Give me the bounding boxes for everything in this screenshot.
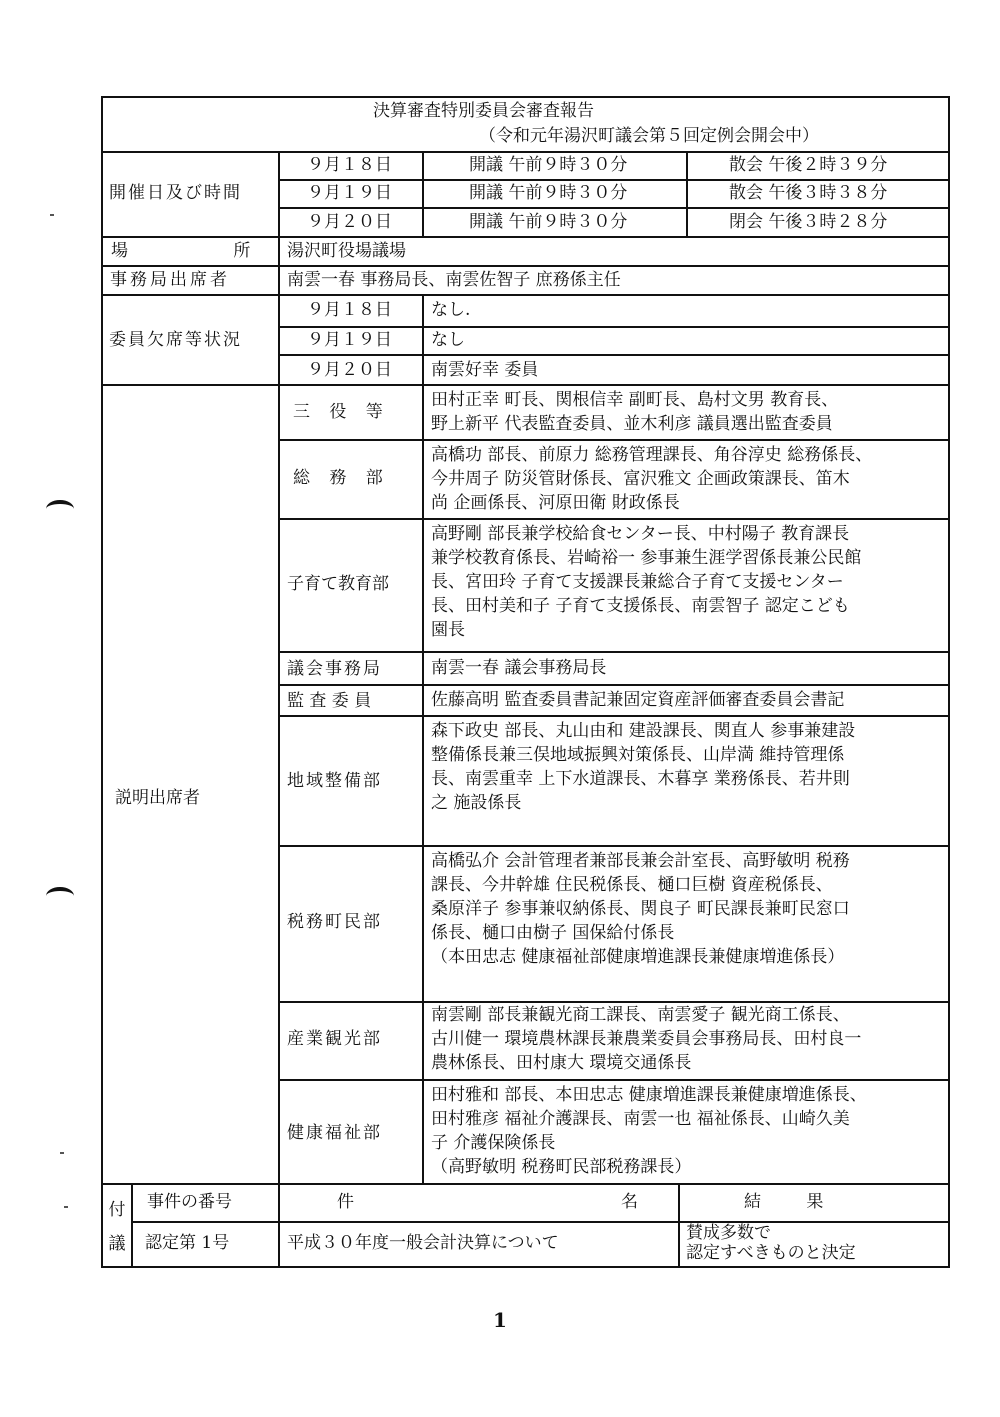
schedule-open: 開議 午前９時３０分 (469, 212, 628, 232)
group-name: 議会事務局 (287, 659, 382, 679)
group-members: 高野剛 部長兼学校給食センター長、中村陽子 教育課長 兼学校教育係長、岩崎裕一 参事兼生涯学習係長兼公民館 長、宮田玲 子育て支援課長兼総合子育て支援センター 長、田村美和子 子育て支援係長、南雲智子 認定こども 園長 (431, 524, 862, 640)
group-name: 地域整備部 (287, 771, 382, 791)
page-number: 1 (493, 1308, 507, 1332)
schedule-date: ９月１８日 (307, 155, 392, 175)
group-members: 高橋功 部長、前原力 総務管理課長、角谷淳史 総務係長、 今井周子 防災管財係長、富沢雅文 企画政策課長、笛木 尚 企画係長、河原田衛 財政係長 (431, 445, 873, 513)
header-subject-right: 名 (621, 1192, 638, 1212)
group-name: 総 務 部 (293, 468, 383, 488)
group-members: 南雲一春 議会事務局長 (431, 658, 607, 678)
explainers-label: 説明出席者 (115, 788, 200, 808)
absence-date: ９月１９日 (307, 330, 392, 350)
binder-mark (46, 500, 74, 518)
schedule-close: 閉会 午後３時２８分 (729, 212, 888, 232)
group-name: 監 査 委 員 (287, 691, 372, 711)
schedule-close: 散会 午後３時３８分 (729, 183, 888, 203)
scan-speck (60, 1152, 64, 1154)
resolution-label: 付議 (108, 1200, 126, 1254)
group-members: 田村正幸 町長、関根信幸 副町長、島村文男 教育長、 野上新平 代表監査委員、並木利彦 議員選出監査委員 (431, 390, 839, 434)
group-name: 産業観光部 (287, 1029, 382, 1049)
schedule-label: 開催日及び時間 (109, 183, 242, 203)
schedule-date: ９月１９日 (307, 183, 392, 203)
case-subject: 平成３０年度一般会計決算について (287, 1233, 559, 1253)
case-result: 賛成多数で 認定すべきものと決定 (686, 1223, 856, 1263)
case-number: 認定第 1号 (145, 1233, 230, 1253)
header-result: 結 果 (744, 1192, 824, 1212)
binder-mark (46, 887, 74, 905)
schedule-open: 開議 午前９時３０分 (469, 155, 628, 175)
absence-value: なし. (431, 300, 471, 320)
group-name: 子育て教育部 (287, 574, 389, 594)
schedule-date: ９月２０日 (307, 212, 392, 232)
report-subtitle: （令和元年湯沢町議会第５回定例会開会中） (479, 126, 819, 146)
group-members: 田村雅和 部長、本田忠志 健康増進課長兼健康増進係長、 田村雅彦 福祉介護課長、南雲一也 福祉係長、山崎久美 子 介護保険係長 （高野敏明 税務町民部税務課長） (431, 1085, 867, 1177)
header-number: 事件の番号 (147, 1192, 232, 1212)
report-table (101, 96, 950, 1268)
scan-speck (64, 1206, 68, 1208)
group-name: 三 役 等 (293, 402, 383, 422)
absence-value: 南雲好幸 委員 (431, 360, 539, 380)
report-title: 決算審査特別委員会審査報告 (373, 101, 594, 121)
scan-speck (50, 214, 54, 216)
header-subject-left: 件 (337, 1192, 354, 1212)
schedule-close: 散会 午後２時３９分 (729, 155, 888, 175)
schedule-open: 開議 午前９時３０分 (469, 183, 628, 203)
absence-date: ９月１８日 (307, 300, 392, 320)
absence-date: ９月２０日 (307, 360, 392, 380)
group-members: 南雲剛 部長兼観光商工課長、南雲愛子 観光商工係長、 古川健一 環境農林課長兼農業委員会事務局長、田村良一 農林係長、田村康大 環境交通係長 (431, 1005, 862, 1073)
secretariat-label: 事務局出席者 (110, 270, 230, 290)
group-members: 佐藤高明 監査委員書記兼固定資産評価審査委員会書記 (431, 690, 845, 710)
venue-value: 湯沢町役場議場 (287, 241, 406, 261)
absence-value: なし (431, 330, 465, 350)
group-name: 税務町民部 (287, 912, 382, 932)
group-members: 高橋弘介 会計管理者兼部長兼会計室長、高野敏明 税務 課長、今井幹雄 住民税係長、樋口巨樹 資産税係長、 桑原洋子 参事兼収納係長、関良子 町民課長兼町民窓口 係長、樋口由樹子 国保給付係長 （本田忠志 健康福祉部健康増進課長兼健康増進係長） (431, 851, 850, 967)
group-members: 森下政史 部長、丸山由和 建設課長、関直人 参事兼建設 整備係長兼三俣地域振興対策係長、山岸満 維持管理係 長、南雲重幸 上下水道課長、木暮享 業務係長、若井則 之 施設係長 (431, 721, 856, 813)
group-name: 健康福祉部 (287, 1123, 382, 1143)
secretariat-value: 南雲一春 事務局長、南雲佐智子 庶務係主任 (287, 270, 621, 290)
absence-label: 委員欠席等状況 (109, 330, 242, 350)
venue-label: 場 所 (111, 241, 251, 261)
